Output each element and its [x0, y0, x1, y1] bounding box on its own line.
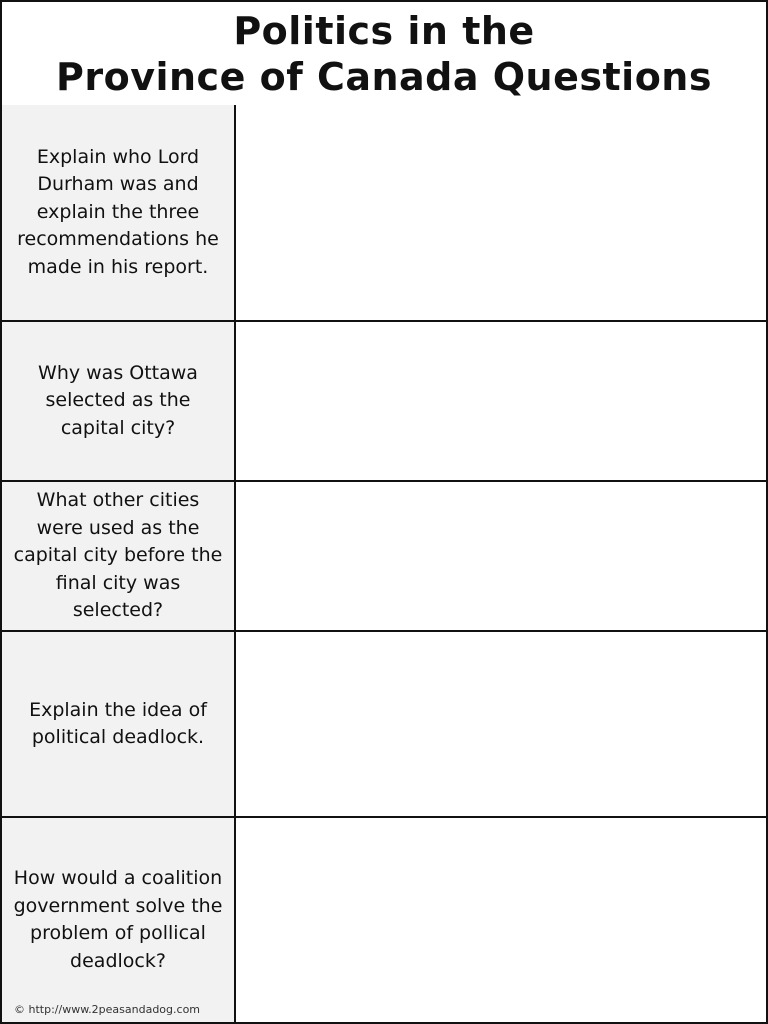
copyright-notice: © http://www.2peasandadog.com: [14, 1003, 201, 1016]
question-text-3: What other cities were used as the capital city before the final city was selected?: [13, 489, 223, 622]
question-cell-1: [2, 105, 236, 320]
question-cell-5: [2, 818, 236, 1022]
page-title-line-2: Province of Canada Questions: [56, 54, 712, 99]
question-row-1: [2, 105, 766, 320]
question-row-3: [2, 480, 766, 630]
question-row-5: [2, 816, 766, 1022]
question-text-4: Explain the idea of political deadlock.: [29, 698, 207, 748]
question-cell-2: [2, 322, 236, 480]
answer-box-4[interactable]: [236, 632, 766, 816]
question-text-1: Explain who Lord Durham was and explain the three recommendations he made in his report.: [17, 145, 219, 278]
answer-box-3[interactable]: [236, 482, 766, 630]
question-cell-4: [2, 632, 236, 816]
question-text-5: How would a coalition government solve the problem of pollical deadlock?: [13, 867, 223, 972]
page-title-line-1: Politics in the: [233, 8, 535, 53]
question-text-2: Why was Ottawa selected as the capital city?: [38, 361, 198, 439]
question-row-2: [2, 320, 766, 480]
answer-box-2[interactable]: [236, 322, 766, 480]
question-cell-3: [2, 482, 236, 630]
worksheet-header: [0, 0, 768, 107]
questions-table: [0, 105, 768, 1024]
question-row-4: [2, 630, 766, 816]
answer-box-5[interactable]: [236, 818, 766, 1022]
answer-box-1[interactable]: [236, 105, 766, 320]
